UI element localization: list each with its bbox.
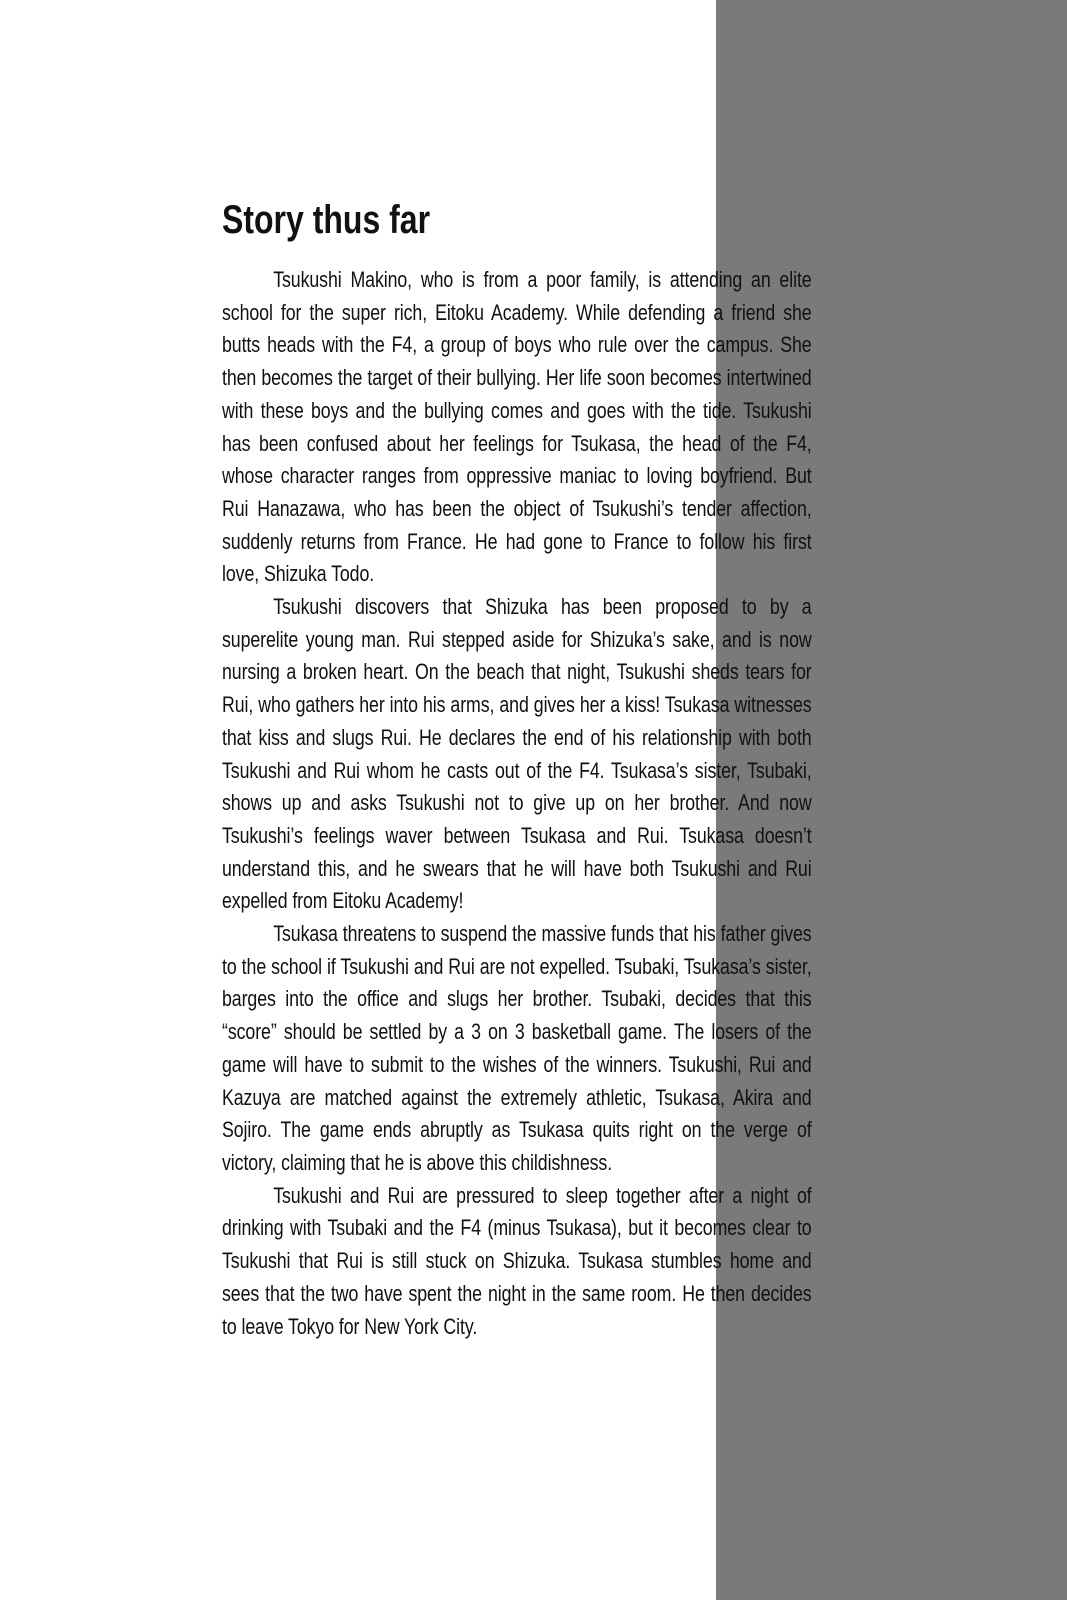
story-paragraph: Tsukushi Makino, who is from a poor family, is attending an elite school for the super rich, Eitoku Academy. While defending a friend she butts heads with the F4, a group of boys who rule over the campus. She then becomes the target of their bullying. Her life soon becomes intertwined with these boys and the bullying comes and goes with the tide. Tsukushi has been confused about her feelings for Tsukasa, the head of the F4, whose character ranges from oppressive maniac to loving boyfriend. But Rui Hanazawa, who has been the object of Tsukushi’s tender affection, suddenly returns from France. He had gone to France to follow his first love, Shizuka Todo. [222, 267, 812, 587]
story-body [222, 264, 812, 1343]
story-paragraph: Tsukushi and Rui are pressured to sleep together after a night of drinking with Tsubaki and the F4 (minus Tsukasa), but it becomes clear to Tsukushi that Rui is still stuck on Shizuka. Tsukasa stumbles home and sees that the two have spent the night in the same room. He then decides to leave Tokyo for New York City. [222, 1182, 812, 1339]
page-title: Story thus far [222, 198, 431, 242]
story-page [222, 0, 822, 1600]
story-paragraph: Tsukushi discovers that Shizuka has been proposed to by a superelite young man. Rui stepped aside for Shizuka’s sake, and is now nursing a broken heart. On the beach that night, Tsukushi sheds tears for Rui, who gathers her into his arms, and gives her a kiss! Tsukasa witnesses that kiss and slugs Rui. He declares the end of his relationship with both Tsukushi and Rui whom he casts out of the F4. Tsukasa’s sister, Tsubaki, shows up and asks Tsukushi not to give up on her brother. And now Tsukushi’s feelings waver between Tsukasa and Rui. Tsukasa doesn’t understand this, and he swears that he will have both Tsukushi and Rui expelled from Eitoku Academy! [222, 594, 812, 914]
story-paragraph: Tsukasa threatens to suspend the massive funds that his father gives to the school if Tsukushi and Rui are not expelled. Tsubaki, Tsukasa’s sister, barges into the office and slugs her brother. Tsubaki, decides that this “score” should be settled by a 3 on 3 basketball game. The losers of the game will have to submit to the wishes of the winners. Tsukushi, Rui and Kazuya are matched against the extremely athletic, Tsukasa, Akira and Sojiro. The game ends abruptly as Tsukasa quits right on the verge of victory, claiming that he is above this childishness. [222, 921, 812, 1175]
